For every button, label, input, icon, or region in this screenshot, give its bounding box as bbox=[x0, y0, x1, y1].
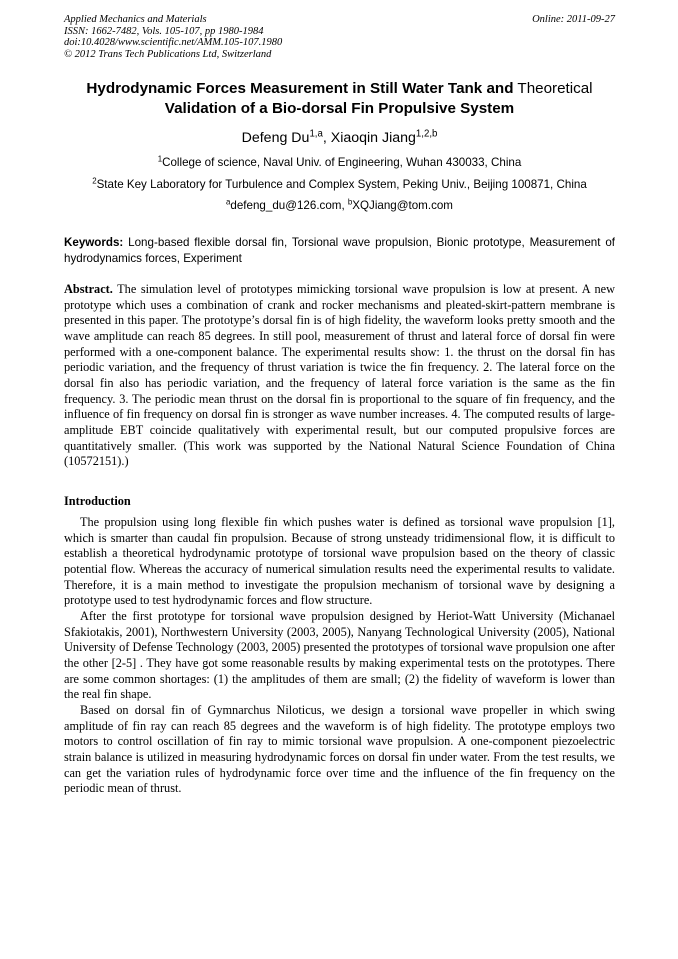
email-mark: b bbox=[347, 197, 353, 207]
keywords-text: Long-based flexible dorsal fin, Torsional wave propulsion, Bionic prototype, Measurement of hydrodynamics forces, Experiment bbox=[64, 236, 615, 265]
paragraph: The propulsion using long flexible fin which pushes water is defined as torsional wave propulsion [1], which is smarter than caudal fin propulsion. Because of strong unsteady tridimensional flow, it is difficult to establish a theoretical hydrodynamic prototype of torsional wave propulsion based on the theory of classic potential flow. Whereas the accuracy of numerical simulation results need the experimental results to validate. Therefore, it is a main method to investigate the propulsion mechanism of torsional wave by designing a prototype used to test hydrodynamic forces and flow structure. bbox=[64, 515, 615, 608]
keywords-block bbox=[64, 235, 615, 266]
affiliation-mark: 2 bbox=[92, 176, 97, 186]
affiliation-text: College of science, Naval Univ. of Engineering, Wuhan 430033, China bbox=[162, 156, 522, 169]
email-address: defeng_du@126.com, bbox=[230, 199, 348, 212]
affiliation-1 bbox=[64, 156, 615, 170]
author-affiliation-mark: 1,2,b bbox=[415, 128, 438, 140]
title-bold-part: Hydrodynamic Forces Measurement in Still Water Tank and bbox=[86, 80, 514, 97]
online-date: Online: 2011-09-27 bbox=[532, 14, 615, 25]
publication-header bbox=[64, 14, 424, 60]
journal-name: Applied Mechanics and Materials bbox=[64, 14, 207, 25]
paragraph: After the first prototype for torsional wave propulsion designed by Heriot-Watt University (Michanael Sfakiotakis, 2001), Northwestern University (2003, 2005), Nanyang Technological University (2005), National University of Defense Technology (2003, 2005) presented the prototypes of torsional wave propulsion one after the other [2-5] . They have got some reasonable results by making experimental tests on the prototypes. There are some common shortages: (1) the amplitudes of them are small; (2) the fidelity of waveform is lower than the real fin shape. bbox=[64, 608, 615, 702]
affiliation-2 bbox=[64, 178, 615, 192]
author-list bbox=[64, 129, 615, 147]
paragraph: Based on dorsal fin of Gymnarchus Niloticus, we design a torsional wave propeller in which swing amplitude of fin ray can reach 85 degrees and the waveform is of high fidelity. The prototype employs two motors to control oscillation of fin ray to mimic torsional wave propulsion. A one-component piezoelectric strain balance is utilized in measuring hydrodynamic forces on dorsal fin under water. From the test results, we can get the variation rules of hydrodynamic force over time and the influence of the fin frequency on the periodic mean of thrust. bbox=[64, 702, 615, 796]
introduction-body bbox=[64, 515, 615, 797]
email-mark: a bbox=[226, 197, 231, 207]
abstract-text: The simulation level of prototypes mimicking torsional wave propulsion is low at present. A new prototype which uses a combination of crank and rocker mechanisms and pleated-skirt-pattern membrane is presented in this paper. The prototype’s dorsal fin is of high fidelity, the waveform looks pretty smooth and the wave amplitude can reach 85 degrees. In still pool, measurement of thrust and lateral force of dorsal fin were performed with a one-component balance. The experimental results show: 1. the thrust on the dorsal fin has periodic variation, and the frequency of thrust variation is twice the fin frequency. 2. The lateral force on the dorsal fin also has periodic variation, and the frequency of lateral force variation is the same as the fin frequency. 3. The periodic mean thrust on the dorsal fin is proportional to the square of fin frequency, and the influence of fin frequency on dorsal fin is stronger as wave number increases. 4. The computed results of large-amplitude EBT coincide qualitatively with experimental result, but our computed propulsive forces are quantitatively smaller. (This work was supported by the National Natural Science Foundation of China (10572151).) bbox=[64, 282, 615, 469]
keywords-label: Keywords: bbox=[64, 236, 124, 249]
affiliation-text: State Key Laboratory for Turbulence and Complex System, Peking Univ., Beijing 100871, China bbox=[96, 178, 587, 191]
affiliation-mark: 1 bbox=[157, 154, 163, 164]
author-name: Xiaoqin Jiang bbox=[330, 130, 416, 146]
email-address: XQJiang@tom.com bbox=[352, 199, 453, 212]
copyright-line: © 2012 Trans Tech Publications Ltd, Switzerland bbox=[64, 48, 272, 60]
author-affiliation-mark: 1,a bbox=[309, 128, 323, 140]
abstract-label: Abstract. bbox=[64, 282, 113, 296]
author-emails bbox=[64, 199, 615, 213]
issn-line: ISSN: 1662-7482, Vols. 105-107, pp 1980-1984 bbox=[64, 25, 264, 37]
title-normal-part: Theoretical bbox=[517, 80, 593, 97]
title-line-2: Validation of a Bio-dorsal Fin Propulsive System bbox=[164, 100, 515, 117]
paper-title bbox=[64, 79, 615, 119]
abstract-block bbox=[64, 282, 615, 470]
section-heading: Introduction bbox=[64, 494, 131, 508]
author-separator: , bbox=[322, 130, 331, 146]
author-name: Defeng Du bbox=[241, 130, 310, 146]
doi-line: doi:10.4028/www.scientific.net/AMM.105-107.1980 bbox=[64, 37, 283, 48]
